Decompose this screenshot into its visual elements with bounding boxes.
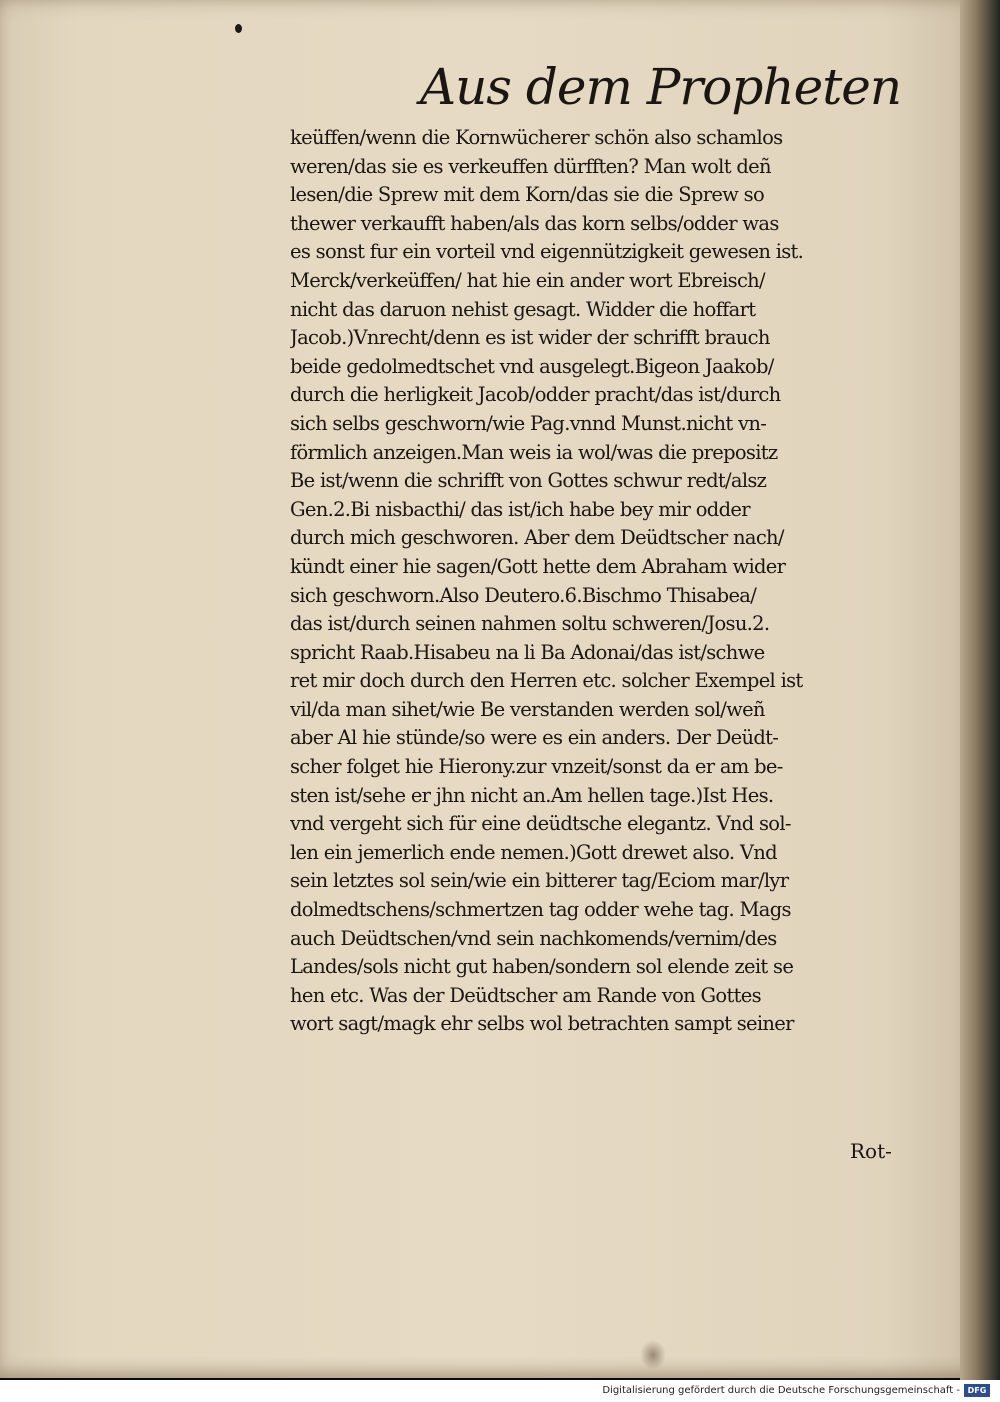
text-line: es sonst fur ein vorteil vnd eigennützigkeit gewesen ist. [290, 240, 804, 264]
text-line: Gen.2.Bi nisbacthi/ das ist/ich habe bey mir odder [290, 497, 750, 521]
text-line: Jacob.)Vnrecht/denn es ist wider der schrifft brauch [290, 326, 770, 350]
text-line: scher folget hie Hierony.zur vnzeit/sonst da er am be- [290, 755, 783, 779]
body-text [290, 124, 970, 1039]
text-line: das ist/durch seinen nahmen soltu schweren/Josu.2. [290, 612, 770, 636]
text-line: Landes/sols nicht gut haben/sondern sol elende zeit se [290, 955, 794, 979]
text-line: thewer verkaufft haben/als das korn selbs/odder was [290, 211, 779, 235]
funding-credit: Digitalisierung gefördert durch die Deutsche Forschungsgemeinschaft - [602, 1385, 960, 1396]
text-line: sten ist/sehe er jhn nicht an.Am hellen tage.)Ist Hes. [290, 783, 774, 807]
text-line: dolmedtschens/schmertzen tag odder wehe tag. Mags [290, 898, 791, 922]
text-line: lesen/die Sprew mit dem Korn/das sie die Sprew so [290, 183, 765, 207]
paper-stain [640, 1340, 666, 1370]
text-line: auch Deüdtschen/vnd sein nachkomends/vernim/des [290, 926, 777, 950]
text-line: vil/da man sihet/wie Be verstanden werden sol/weñ [290, 697, 765, 721]
text-line: sich selbs geschworn/wie Pag.vnnd Munst.nicht vn- [290, 411, 767, 435]
text-line: kündt einer hie sagen/Gott hette dem Abraham wider [290, 554, 786, 578]
text-line: len ein jemerlich ende nemen.)Gott drewet also. Vnd [290, 840, 777, 864]
text-line: förmlich anzeigen.Man weis ia wol/was die prepositz [290, 440, 778, 464]
ink-dot [235, 24, 242, 33]
text-line: nicht das daruon nehist gesagt. Widder die hoffart [290, 297, 756, 321]
text-line: sein letztes sol sein/wie ein bitterer tag/Eciom mar/lyr [290, 869, 789, 893]
text-line: vnd vergeht sich für eine deüdtsche elegantz. Vnd sol- [290, 812, 791, 836]
text-line: spricht Raab.Hisabeu na li Ba Adonai/das ist/schwe [290, 640, 765, 664]
footer-bar [0, 1380, 1000, 1402]
text-line: beide gedolmedtschet vnd ausgelegt.Bigeon Jaakob/ [290, 354, 774, 378]
text-line: ret mir doch durch den Herren etc. solcher Exempel ist [290, 669, 803, 693]
text-line: sich geschworn.Also Deutero.6.Bischmo Thisabea/ [290, 583, 757, 607]
dfg-logo-icon: DFG [964, 1384, 990, 1397]
catchword: Rot- [850, 1139, 892, 1163]
text-line: durch die herligkeit Jacob/odder pracht/das ist/durch [290, 383, 781, 407]
page-header: Aus dem Propheten [420, 58, 902, 116]
text-line: Merck/verkeüffen/ hat hie ein ander wort Ebreisch/ [290, 268, 765, 292]
text-line: durch mich geschworen. Aber dem Deüdtscher nach/ [290, 526, 784, 550]
text-line: keüffen/wenn die Kornwücherer schön also schamlos [290, 126, 783, 149]
text-line: Be ist/wenn die schrifft von Gottes schwur redt/alsz [290, 469, 767, 493]
text-line: aber Al hie stünde/so were es ein anders. Der Deüdt- [290, 726, 779, 750]
page-edge-shadow [960, 0, 1000, 1380]
text-line: hen etc. Was der Deüdtscher am Rande von Gottes [290, 983, 761, 1007]
text-line: wort sagt/magk ehr selbs wol betrachten sampt seiner [290, 1012, 794, 1036]
text-line: weren/das sie es verkeuffen dürfften? Man wolt deñ [290, 154, 771, 178]
